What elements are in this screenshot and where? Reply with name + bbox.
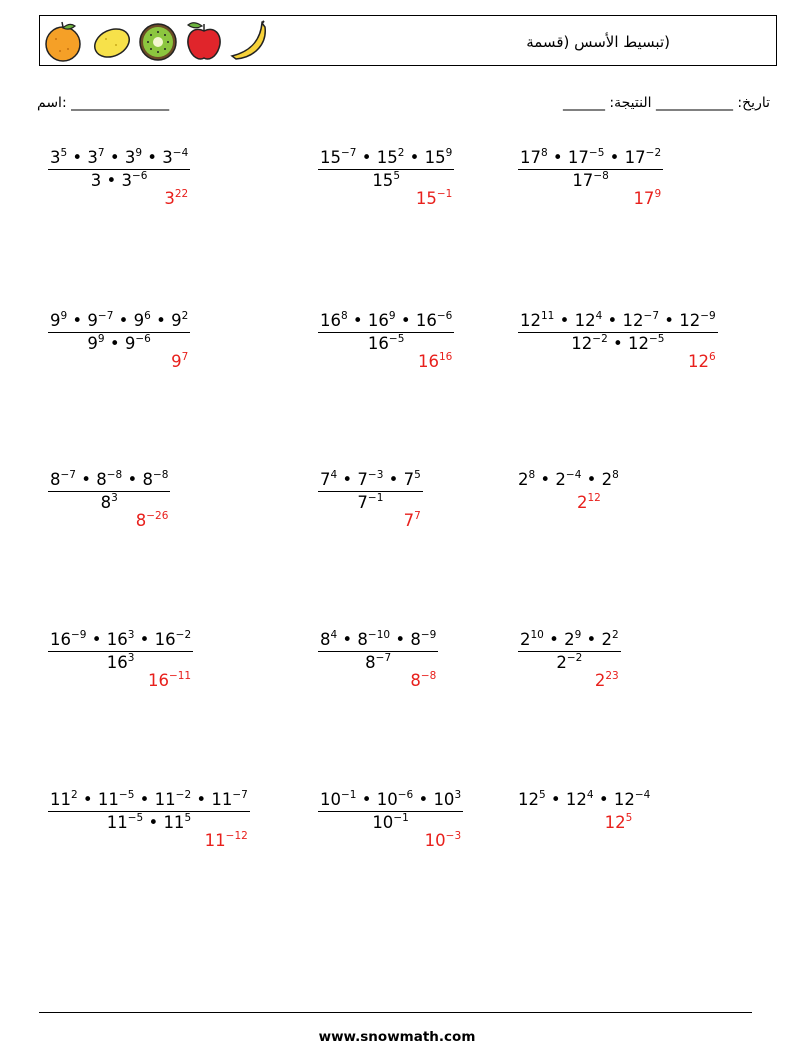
- power-base: 11: [211, 790, 233, 809]
- problem-10: [48, 630, 193, 672]
- problem-4: [48, 311, 190, 353]
- denominator: [48, 491, 170, 512]
- power-exponent: 10: [530, 629, 544, 641]
- power-base: 15: [415, 189, 437, 208]
- power-exponent: 3: [127, 629, 135, 641]
- power-exponent: −6: [436, 310, 453, 322]
- power-base: 8: [365, 653, 376, 672]
- power-base: 17: [567, 148, 589, 167]
- problem-3: [518, 148, 663, 190]
- power-base: 3: [90, 171, 102, 190]
- worksheet-title: (تبسيط الأسس (قسمة: [526, 33, 670, 51]
- numerator: $11^2$ • $11^{-5}$ • $11^{-2}$ • $11^{-7}$: [50, 789, 248, 809]
- denominator: [518, 651, 621, 672]
- power-base: 8: [142, 470, 153, 489]
- power-exponent: 9: [135, 147, 143, 159]
- power-base: 12: [627, 334, 649, 353]
- denominator: [318, 651, 438, 672]
- power-base: 2: [556, 653, 567, 672]
- problem-7: [48, 470, 170, 512]
- fraction: [48, 790, 250, 832]
- power-exponent: 4: [330, 469, 338, 481]
- expression: $2^8$ • $2^{-4}$ • $2^8$: [518, 469, 619, 489]
- power-base: 3: [124, 148, 136, 167]
- power-exponent: −4: [565, 469, 582, 481]
- power-exponent: −9: [420, 629, 437, 641]
- power-exponent: −5: [588, 147, 605, 159]
- power-base: 7: [403, 470, 415, 489]
- power-exponent: −1: [436, 188, 453, 200]
- power-exponent: −6: [397, 789, 414, 801]
- fraction: [318, 630, 438, 672]
- answer: [688, 352, 716, 371]
- denominator: 3 • $3^{-6}$: [48, 169, 190, 190]
- power-base: 16: [154, 630, 176, 649]
- power-base: 16: [417, 352, 439, 371]
- power-base: 3: [50, 148, 61, 167]
- power-exponent: −3: [445, 830, 462, 842]
- power-base: 15: [372, 171, 394, 190]
- answer: [416, 189, 452, 208]
- fraction: [518, 630, 621, 672]
- power-exponent: −4: [172, 147, 189, 159]
- denominator: $12^{-2}$ • $12^{-5}$: [518, 332, 718, 353]
- power-exponent: −9: [71, 629, 87, 641]
- power-base: 3: [164, 189, 175, 208]
- power-base: 8: [135, 511, 147, 530]
- power-base: 2: [518, 470, 529, 489]
- power-base: 11: [97, 790, 119, 809]
- power-exponent: −6: [135, 333, 151, 345]
- power-exponent: −8: [593, 170, 609, 182]
- expression: $12^5$ • $12^4$ • $12^{-4}$: [518, 789, 651, 809]
- fraction: [48, 148, 190, 190]
- fraction: [318, 311, 454, 353]
- power-exponent: 6: [709, 351, 716, 363]
- numerator: $9^9$ • $9^{-7}$ • $9^6$ • $9^2$: [50, 310, 189, 330]
- power-exponent: −7: [643, 310, 660, 322]
- power-base: 7: [357, 493, 368, 512]
- numerator: $8^{-7}$ • $8^{-8}$ • $8^{-8}$: [50, 469, 169, 489]
- banana-icon: [226, 19, 270, 63]
- power-exponent: −8: [420, 670, 437, 682]
- problem-13: [48, 790, 250, 832]
- power-base: 10: [433, 790, 455, 809]
- power-exponent: −4: [634, 789, 651, 801]
- power-exponent: −1: [367, 492, 384, 504]
- power-base: 16: [320, 311, 341, 330]
- lemon-icon: [90, 19, 134, 63]
- power-base: 2: [564, 630, 575, 649]
- orange-icon: [42, 19, 86, 63]
- answer: [136, 511, 169, 530]
- answer: [633, 189, 661, 208]
- power-base: 10: [424, 831, 446, 850]
- numerator: $7^4$ • $7^{-3}$ • $7^5$: [320, 469, 421, 489]
- answer: [410, 671, 436, 690]
- power-base: 12: [613, 790, 635, 809]
- power-base: 7: [403, 511, 415, 530]
- power-base: 9: [124, 334, 136, 353]
- power-exponent: −6: [132, 170, 148, 182]
- power-exponent: −5: [388, 333, 405, 345]
- power-base: 16: [106, 630, 128, 649]
- power-base: 2: [555, 470, 566, 489]
- power-base: 12: [679, 311, 701, 330]
- power-base: 17: [633, 189, 655, 208]
- power-base: 17: [572, 171, 594, 190]
- power-exponent: 11: [541, 310, 555, 322]
- power-base: 2: [594, 671, 606, 690]
- power-exponent: −1: [341, 789, 357, 801]
- problem-5: [318, 311, 454, 353]
- power-base: 11: [204, 831, 226, 850]
- power-base: 12: [622, 311, 644, 330]
- power-exponent: 5: [625, 812, 633, 824]
- numerator: $10^{-1}$ • $10^{-6}$ • $10^3$: [320, 789, 462, 809]
- power-base: 12: [688, 352, 710, 371]
- power-exponent: −10: [367, 629, 391, 641]
- fraction: [518, 148, 663, 190]
- numerator: $16^{-9}$ • $16^3$ • $16^{-2}$: [50, 629, 192, 649]
- fraction: [48, 630, 193, 672]
- power-base: 3: [162, 148, 173, 167]
- power-exponent: 3: [127, 652, 135, 664]
- problem-12: [518, 630, 621, 672]
- power-base: 11: [106, 813, 128, 832]
- power-exponent: −12: [225, 830, 248, 842]
- denominator: [48, 651, 193, 672]
- power-exponent: 8: [528, 469, 536, 481]
- answer: [418, 352, 452, 371]
- power-exponent: −9: [700, 310, 716, 322]
- power-exponent: 9: [445, 147, 453, 159]
- numerator: $15^{-7}$ • $15^2$ • $15^9$: [320, 147, 453, 167]
- problem-1: [48, 148, 190, 190]
- power-exponent: 9: [97, 333, 105, 345]
- power-exponent: −26: [146, 510, 169, 522]
- power-base: 3: [121, 171, 132, 190]
- power-exponent: −7: [97, 310, 114, 322]
- fraction: [318, 148, 454, 190]
- power-exponent: 5: [414, 469, 421, 481]
- denominator: [318, 491, 423, 512]
- power-base: 7: [357, 470, 368, 489]
- power-base: 9: [171, 311, 182, 330]
- problem-2: [318, 148, 454, 190]
- power-exponent: 2: [181, 310, 189, 322]
- answer: [605, 813, 633, 832]
- power-exponent: 6: [144, 310, 151, 322]
- power-base: 16: [367, 334, 389, 353]
- fraction: [48, 311, 190, 353]
- power-base: 12: [574, 311, 596, 330]
- answer: [171, 352, 188, 371]
- answer: [404, 511, 421, 530]
- power-exponent: 12: [587, 492, 601, 504]
- power-base: 17: [624, 148, 646, 167]
- numerator: $3^5$ • $3^7$ • $3^9$ • $3^{-4}$: [50, 147, 189, 167]
- date-score-field: ______ :تاريخ: ___________ النتيجة: [562, 95, 770, 111]
- power-exponent: 9: [388, 310, 396, 322]
- power-exponent: −8: [152, 469, 169, 481]
- power-exponent: 8: [541, 147, 548, 159]
- power-base: 12: [518, 790, 539, 809]
- power-base: 8: [50, 470, 61, 489]
- power-base: 8: [410, 630, 421, 649]
- answer: [148, 671, 191, 690]
- power-base: 9: [87, 311, 98, 330]
- power-base: 10: [372, 813, 394, 832]
- power-exponent: −2: [566, 652, 583, 664]
- power-exponent: 5: [184, 812, 192, 824]
- apple-icon: [182, 19, 226, 63]
- problem-6: [518, 311, 718, 353]
- power-base: 9: [133, 311, 145, 330]
- power-exponent: 5: [393, 170, 400, 182]
- power-base: 2: [601, 470, 613, 489]
- power-exponent: 7: [181, 351, 189, 363]
- power-exponent: 4: [595, 310, 603, 322]
- power-exponent: −1: [393, 812, 409, 824]
- problem-15: [518, 790, 650, 809]
- power-base: 15: [376, 148, 398, 167]
- power-exponent: 23: [605, 670, 619, 682]
- power-base: 11: [163, 813, 185, 832]
- footer-divider: [39, 1012, 752, 1013]
- numerator: $17^8$ • $17^{-5}$ • $17^{-2}$: [520, 147, 662, 167]
- power-exponent: 3: [111, 492, 118, 504]
- power-base: 17: [520, 148, 541, 167]
- power-base: 8: [357, 630, 368, 649]
- name-field: اسم: ______________: [37, 95, 170, 111]
- power-base: 12: [604, 813, 626, 832]
- power-base: 11: [50, 790, 71, 809]
- power-base: 10: [320, 790, 341, 809]
- power-exponent: 9: [60, 310, 68, 322]
- denominator: $11^{-5}$ • $11^5$: [48, 811, 250, 832]
- denominator: [318, 169, 454, 190]
- power-exponent: 4: [586, 789, 594, 801]
- power-base: 2: [576, 493, 588, 512]
- power-base: 11: [154, 790, 176, 809]
- power-base: 2: [601, 630, 613, 649]
- power-base: 8: [410, 671, 421, 690]
- denominator: [318, 811, 463, 832]
- power-exponent: −7: [341, 147, 357, 159]
- power-base: 8: [320, 630, 331, 649]
- power-exponent: −2: [175, 789, 192, 801]
- fraction: [48, 470, 170, 512]
- fraction: [318, 790, 463, 832]
- power-exponent: −11: [168, 670, 192, 682]
- power-base: 12: [565, 790, 587, 809]
- numerator: $16^8$ • $16^9$ • $16^{-6}$: [320, 310, 453, 330]
- power-base: 16: [367, 311, 389, 330]
- power-exponent: −5: [127, 812, 144, 824]
- answer: [164, 189, 188, 208]
- power-base: 3: [87, 148, 98, 167]
- footer-url: www.snowmath.com: [318, 1029, 476, 1045]
- power-base: 16: [106, 653, 128, 672]
- power-exponent: 7: [97, 147, 105, 159]
- power-exponent: 9: [654, 188, 662, 200]
- denominator: $9^9$ • $9^{-6}$: [48, 332, 190, 353]
- power-exponent: 3: [454, 789, 462, 801]
- power-base: 9: [50, 311, 61, 330]
- power-base: 10: [376, 790, 398, 809]
- power-exponent: 9: [574, 629, 582, 641]
- problem-8: [318, 470, 423, 512]
- denominator: [318, 332, 454, 353]
- problem-9: [518, 470, 619, 489]
- fraction: [318, 470, 423, 512]
- answer: [595, 671, 619, 690]
- power-exponent: −7: [60, 469, 76, 481]
- numerator: $2^{10}$ • $2^9$ • $2^2$: [520, 629, 619, 649]
- power-base: 16: [147, 671, 169, 690]
- power-exponent: −5: [648, 333, 665, 345]
- power-exponent: 5: [60, 147, 68, 159]
- power-base: 7: [320, 470, 331, 489]
- power-exponent: 2: [397, 147, 405, 159]
- power-base: 2: [520, 630, 531, 649]
- problem-11: [318, 630, 438, 672]
- power-exponent: 22: [174, 188, 189, 200]
- power-base: 12: [571, 334, 593, 353]
- numerator: $12^{11}$ • $12^4$ • $12^{-7}$ • $12^{-9}$: [520, 310, 716, 330]
- power-base: 9: [171, 352, 182, 371]
- power-exponent: −2: [645, 147, 662, 159]
- power-exponent: −5: [118, 789, 135, 801]
- power-exponent: −2: [175, 629, 192, 641]
- denominator: [518, 169, 663, 190]
- power-exponent: 2: [612, 629, 619, 641]
- problem-14: [318, 790, 463, 832]
- power-exponent: −7: [232, 789, 248, 801]
- power-base: 15: [424, 148, 446, 167]
- power-exponent: −7: [375, 652, 392, 664]
- power-base: 12: [520, 311, 541, 330]
- power-exponent: 8: [341, 310, 348, 322]
- power-base: 9: [87, 334, 98, 353]
- numerator: $8^4$ • $8^{-10}$ • $8^{-9}$: [320, 629, 437, 649]
- power-exponent: −3: [367, 469, 384, 481]
- answer: [205, 831, 248, 850]
- power-exponent: 7: [414, 510, 421, 522]
- power-base: 16: [50, 630, 71, 649]
- power-exponent: −8: [106, 469, 123, 481]
- answer: [577, 493, 601, 512]
- worksheet-header: [39, 15, 777, 66]
- power-base: 15: [320, 148, 341, 167]
- power-base: 8: [96, 470, 107, 489]
- kiwi-icon: [136, 19, 180, 63]
- power-base: 16: [415, 311, 437, 330]
- answer: [425, 831, 461, 850]
- power-base: 8: [100, 493, 112, 512]
- power-exponent: 5: [539, 789, 546, 801]
- power-exponent: 4: [330, 629, 338, 641]
- power-exponent: −2: [592, 333, 608, 345]
- power-exponent: 2: [71, 789, 78, 801]
- power-exponent: 16: [438, 351, 453, 363]
- fraction: [518, 311, 718, 353]
- power-exponent: 8: [612, 469, 619, 481]
